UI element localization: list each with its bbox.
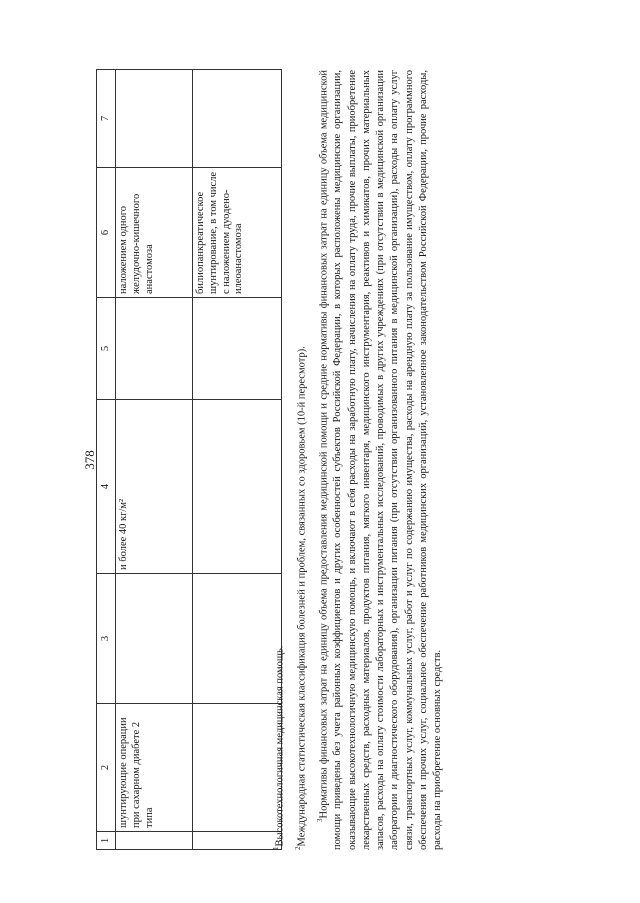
footnote-text: Международная статистическая классификация болезней и проблем, связанных со здоровьем (10-й пересмотр).	[296, 346, 308, 847]
table-cell	[193, 298, 282, 400]
table-cell	[193, 704, 282, 832]
table-cell	[193, 400, 282, 574]
footnotes	[272, 70, 445, 850]
footnote-text: Высокотехнологичная медицинская помощь.	[274, 645, 286, 847]
table-row	[116, 70, 193, 850]
table-cell	[193, 574, 282, 704]
footnote-mark: 3	[315, 818, 324, 822]
table-row	[193, 70, 282, 850]
rotated-page	[70, 60, 590, 860]
table-header-row	[97, 70, 116, 850]
col-header: 1	[97, 832, 116, 850]
col-header: 2	[97, 704, 116, 832]
table-cell	[116, 70, 193, 168]
col-header: 3	[97, 574, 116, 704]
table-cell	[116, 298, 193, 400]
table-cell-method: наложением одного желудочно-кишечного анастомоза	[116, 168, 193, 298]
table-cell	[193, 832, 282, 850]
footnote-3	[316, 70, 446, 850]
footnote-text: Нормативы финансовых затрат на единицу объема предоставления медицинской помощи и средние нормативы финансовых затрат на единицу объема медицинской помощи приведены без учета районных коэффициентов и других особенностей субъектов Российской Федерации, в которых расположены медицинские организации, оказывающие высокотехнологичную медицинскую помощь, и включают в себя расходы на заработную плату, начисления на оплату труда, прочие выплаты, приобретение лекарственных средств, расходных материалов, продуктов питания, мягкого инвентаря, медицинского инструментария, реактивов и химикатов, прочих материальных запасов, расходы на оплату стоимости лабораторных и инструментальных исследований, проводимых в других учреждениях (при отсутствии в медицинской организации лаборатории и диагностического оборудования), организации питания (при отсутствии организованного питания в медицинской организации), расходы на оплату услуг связи, транспортных услуг, коммунальных услуг, работ и услуг по содержанию имущества, расходы на арендную плату за пользование имуществом, оплату программного обеспечения и прочих услуг, социальное обеспечение работников медицинских организаций, установленное законодательством Российской Федерации, прочие расходы, расходы на приобретение основных средств.	[318, 70, 444, 850]
col-header: 7	[97, 70, 116, 168]
footnote-2	[294, 70, 310, 850]
col-header: 6	[97, 168, 116, 298]
col-header: 5	[97, 298, 116, 400]
table-cell-method: билиопанкреатическое шунтирование, в том числе с наложением дуодено-илеоанастомоза	[193, 168, 282, 298]
service-table	[96, 69, 282, 850]
table-cell	[193, 70, 282, 168]
table-cell-operation: шунтирующие операции при сахарном диабете 2 типа	[116, 704, 193, 832]
footnote-mark: 2	[293, 846, 302, 850]
footnote-mark: 1	[272, 846, 280, 850]
col-header: 4	[97, 400, 116, 574]
table-cell	[116, 832, 193, 850]
page-number: 378	[82, 450, 97, 470]
table-cell-criteria: и более 40 кг/м²	[116, 400, 193, 574]
footnote-1	[272, 70, 288, 850]
table-cell	[116, 574, 193, 704]
